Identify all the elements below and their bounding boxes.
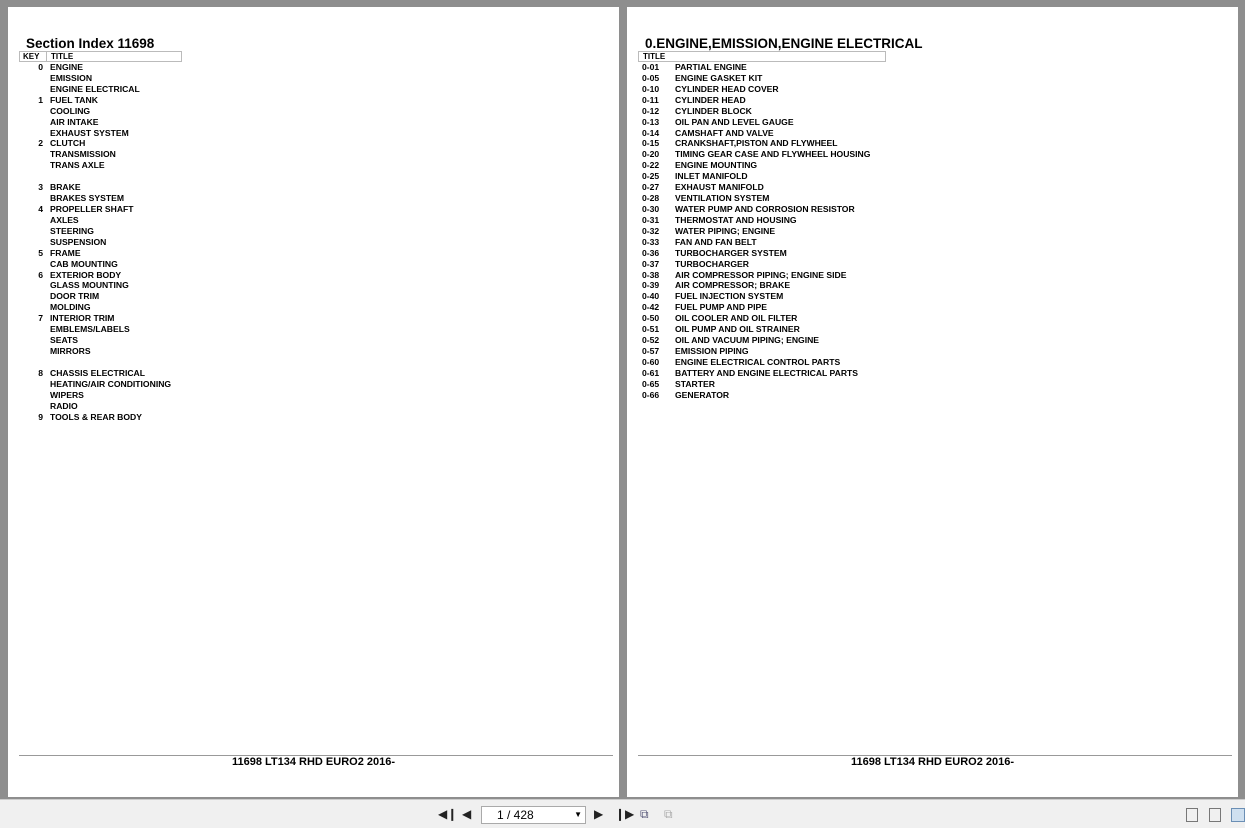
list-item[interactable] bbox=[8, 84, 308, 95]
item-key: 0-01 bbox=[642, 62, 660, 72]
item-title: INLET MANIFOLD bbox=[675, 171, 748, 182]
list-item[interactable] bbox=[8, 280, 308, 291]
fit-page-icon[interactable]: ⧉ bbox=[640, 807, 649, 821]
list-item[interactable] bbox=[627, 128, 1027, 139]
item-key: 0-37 bbox=[642, 258, 660, 269]
item-key: 0-65 bbox=[642, 378, 660, 389]
item-title: FAN AND FAN BELT bbox=[675, 236, 757, 247]
list-item[interactable] bbox=[627, 204, 1027, 215]
list-item[interactable] bbox=[8, 390, 308, 401]
item-title: WATER PUMP AND CORROSION RESISTOR bbox=[675, 203, 855, 214]
list-item[interactable] bbox=[627, 357, 1027, 368]
item-title: CYLINDER BLOCK bbox=[675, 105, 752, 116]
item-key: 1 bbox=[38, 94, 43, 105]
viewer-toolbar bbox=[0, 799, 1245, 828]
list-item[interactable] bbox=[8, 291, 308, 302]
list-item[interactable] bbox=[627, 248, 1027, 259]
first-page-button[interactable]: ◀❙ bbox=[438, 807, 458, 821]
item-title: BRAKE bbox=[50, 182, 81, 193]
list-item[interactable] bbox=[627, 390, 1027, 401]
list-item[interactable] bbox=[8, 302, 308, 313]
item-key: 0-60 bbox=[642, 356, 660, 367]
item-key: 0-61 bbox=[642, 367, 660, 378]
item-title: VENTILATION SYSTEM bbox=[675, 193, 770, 204]
item-title: EMISSION bbox=[50, 72, 93, 83]
item-title: RADIO bbox=[50, 400, 78, 411]
list-item[interactable] bbox=[8, 171, 308, 182]
item-title: AXLES bbox=[50, 214, 79, 225]
item-title: OIL COOLER AND OIL FILTER bbox=[675, 313, 798, 324]
list-item[interactable] bbox=[627, 346, 1027, 357]
item-title: CAMSHAFT AND VALVE bbox=[675, 127, 774, 138]
list-item[interactable] bbox=[8, 335, 308, 346]
list-item[interactable] bbox=[8, 270, 308, 281]
item-title: TOOLS & REAR BODY bbox=[50, 411, 142, 422]
list-item[interactable] bbox=[627, 368, 1027, 379]
list-item[interactable] bbox=[627, 117, 1027, 128]
item-key: 0-42 bbox=[642, 302, 660, 313]
item-key: 0-13 bbox=[642, 116, 660, 127]
item-title: MOLDING bbox=[50, 302, 91, 313]
item-title: GENERATOR bbox=[675, 389, 730, 400]
item-title: HEATING/AIR CONDITIONING bbox=[50, 378, 172, 389]
item-title: CLUTCH bbox=[50, 138, 86, 149]
item-title: FUEL TANK bbox=[50, 94, 98, 105]
item-key: 7 bbox=[38, 313, 43, 324]
item-title: EMISSION PIPING bbox=[675, 345, 749, 356]
item-title: WATER PIPING; ENGINE bbox=[675, 225, 776, 236]
page-title: 0.ENGINE,EMISSION,ENGINE ELECTRICAL bbox=[645, 36, 923, 51]
item-key: 2 bbox=[38, 138, 43, 149]
list-item[interactable] bbox=[8, 368, 308, 379]
item-title: ENGINE GASKET KIT bbox=[675, 72, 763, 83]
list-item[interactable] bbox=[8, 248, 308, 259]
item-title: AIR COMPRESSOR; BRAKE bbox=[675, 280, 791, 291]
item-title: TIMING GEAR CASE AND FLYWHEEL HOUSING bbox=[675, 149, 871, 160]
continuous-view-icon[interactable] bbox=[1209, 808, 1221, 822]
item-title: INTERIOR TRIM bbox=[50, 313, 115, 324]
list-item[interactable] bbox=[627, 313, 1027, 324]
item-title: SUSPENSION bbox=[50, 236, 107, 247]
item-title: EXHAUST SYSTEM bbox=[50, 127, 129, 138]
item-title: CRANKSHAFT,PISTON AND FLYWHEEL bbox=[675, 138, 838, 149]
table-header bbox=[19, 51, 182, 62]
item-title: EXHAUST MANIFOLD bbox=[675, 182, 764, 193]
list-item[interactable] bbox=[8, 95, 308, 106]
item-key: 9 bbox=[38, 411, 43, 422]
list-item[interactable] bbox=[8, 182, 308, 193]
list-item[interactable] bbox=[8, 401, 308, 412]
item-title: PARTIAL ENGINE bbox=[675, 62, 747, 72]
item-title: MIRRORS bbox=[50, 345, 91, 356]
list-item[interactable] bbox=[627, 302, 1027, 313]
item-key: 0-10 bbox=[642, 83, 660, 94]
header-title: TITLE bbox=[51, 52, 74, 61]
item-key: 0-30 bbox=[642, 203, 660, 214]
list-item[interactable] bbox=[8, 215, 308, 226]
item-title: SEATS bbox=[50, 335, 79, 346]
item-title: AIR COMPRESSOR PIPING; ENGINE SIDE bbox=[675, 269, 847, 280]
list-item[interactable] bbox=[8, 226, 308, 237]
item-title: STARTER bbox=[675, 378, 715, 389]
item-title: STEERING bbox=[50, 225, 94, 236]
item-title: DOOR TRIM bbox=[50, 291, 100, 302]
item-key: 4 bbox=[38, 203, 43, 214]
item-key: 0-39 bbox=[642, 280, 660, 291]
item-title: THERMOSTAT AND HOUSING bbox=[675, 214, 797, 225]
item-title: BATTERY AND ENGINE ELECTRICAL PARTS bbox=[675, 367, 859, 378]
list-item[interactable] bbox=[8, 62, 308, 73]
item-title: EMBLEMS/LABELS bbox=[50, 324, 130, 335]
list-item[interactable] bbox=[8, 106, 308, 117]
item-key: 0-05 bbox=[642, 72, 660, 83]
header-title: TITLE bbox=[643, 52, 666, 61]
item-key: 0-12 bbox=[642, 105, 660, 116]
item-key: 0-36 bbox=[642, 247, 660, 258]
item-title: WIPERS bbox=[50, 389, 84, 400]
item-key: 0-52 bbox=[642, 335, 660, 346]
item-key: 0-50 bbox=[642, 313, 660, 324]
list-item[interactable] bbox=[627, 73, 1027, 84]
list-item[interactable] bbox=[8, 259, 308, 270]
list-item[interactable] bbox=[627, 226, 1027, 237]
item-title: TRANS AXLE bbox=[50, 160, 105, 171]
section-list bbox=[8, 62, 308, 422]
item-key: 0-38 bbox=[642, 269, 660, 280]
item-key: 3 bbox=[38, 182, 43, 193]
item-title: CYLINDER HEAD bbox=[675, 94, 746, 105]
list-item[interactable] bbox=[627, 324, 1027, 335]
list-item[interactable] bbox=[627, 106, 1027, 117]
item-title: COOLING bbox=[50, 105, 91, 116]
page-indicator: 1 / 428 bbox=[497, 808, 534, 822]
item-key: 0-66 bbox=[642, 389, 660, 400]
list-item[interactable] bbox=[627, 95, 1027, 106]
list-item[interactable] bbox=[8, 138, 308, 149]
item-title: FRAME bbox=[50, 247, 81, 258]
list-item[interactable] bbox=[627, 193, 1027, 204]
item-title: TURBOCHARGER bbox=[675, 258, 749, 269]
item-key: 0-14 bbox=[642, 127, 660, 138]
list-item[interactable] bbox=[8, 324, 308, 335]
right-page bbox=[627, 7, 1238, 797]
item-title: ENGINE ELECTRICAL bbox=[50, 83, 140, 94]
item-title: ENGINE MOUNTING bbox=[675, 160, 758, 171]
list-item[interactable] bbox=[627, 237, 1027, 248]
group-list bbox=[627, 62, 1027, 401]
item-key: 5 bbox=[38, 247, 43, 258]
fit-width-icon[interactable]: ⧉ bbox=[664, 807, 673, 821]
page-title: Section Index 11698 bbox=[26, 36, 155, 51]
list-item[interactable] bbox=[8, 193, 308, 204]
list-item[interactable] bbox=[627, 280, 1027, 291]
item-title: TRANSMISSION bbox=[50, 149, 116, 160]
list-item[interactable] bbox=[627, 182, 1027, 193]
item-key: 0-51 bbox=[642, 324, 660, 335]
item-title: BRAKES SYSTEM bbox=[50, 193, 125, 204]
list-item[interactable] bbox=[627, 270, 1027, 281]
last-page-button[interactable]: ❙▶ bbox=[615, 807, 635, 821]
item-title: ENGINE bbox=[50, 62, 83, 72]
list-item[interactable] bbox=[627, 259, 1027, 270]
list-item[interactable] bbox=[627, 171, 1027, 182]
table-header bbox=[638, 51, 886, 62]
list-item[interactable] bbox=[8, 412, 308, 423]
item-title: CYLINDER HEAD COVER bbox=[675, 83, 779, 94]
item-key: 0-57 bbox=[642, 345, 660, 356]
list-item[interactable] bbox=[8, 357, 308, 368]
left-page bbox=[8, 7, 619, 797]
list-item[interactable] bbox=[627, 379, 1027, 390]
item-key: 0-40 bbox=[642, 291, 660, 302]
item-key: 0-32 bbox=[642, 225, 660, 236]
item-key: 0-33 bbox=[642, 236, 660, 247]
list-item[interactable] bbox=[627, 149, 1027, 160]
item-title: FUEL PUMP AND PIPE bbox=[675, 302, 768, 313]
list-item[interactable] bbox=[8, 149, 308, 160]
item-key: 0-22 bbox=[642, 160, 660, 171]
page-number-select[interactable] bbox=[481, 806, 586, 824]
list-item[interactable] bbox=[8, 313, 308, 324]
list-item[interactable] bbox=[8, 117, 308, 128]
item-key: 0 bbox=[38, 62, 43, 72]
item-key: 0-25 bbox=[642, 171, 660, 182]
item-key: 0-20 bbox=[642, 149, 660, 160]
list-item[interactable] bbox=[8, 204, 308, 215]
item-title: OIL PUMP AND OIL STRAINER bbox=[675, 324, 800, 335]
list-item[interactable] bbox=[627, 84, 1027, 95]
item-title: OIL AND VACUUM PIPING; ENGINE bbox=[675, 335, 820, 346]
item-title: PROPELLER SHAFT bbox=[50, 203, 134, 214]
page-footer: 11698 LT134 RHD EURO2 2016- bbox=[850, 756, 1015, 768]
list-item[interactable] bbox=[8, 379, 308, 390]
next-page-button[interactable]: ▶ bbox=[594, 807, 604, 821]
list-item[interactable] bbox=[8, 237, 308, 248]
item-key: 6 bbox=[38, 269, 43, 280]
item-title: FUEL INJECTION SYSTEM bbox=[675, 291, 784, 302]
item-title: OIL PAN AND LEVEL GAUGE bbox=[675, 116, 794, 127]
single-page-view-icon[interactable] bbox=[1186, 808, 1198, 822]
chevron-down-icon: ▼ bbox=[574, 810, 582, 819]
item-key: 0-15 bbox=[642, 138, 660, 149]
item-title: CAB MOUNTING bbox=[50, 258, 118, 269]
header-key: KEY bbox=[23, 52, 47, 61]
list-item[interactable] bbox=[627, 62, 1027, 73]
list-item[interactable] bbox=[627, 291, 1027, 302]
item-title: AIR INTAKE bbox=[50, 116, 99, 127]
list-item[interactable] bbox=[627, 335, 1027, 346]
list-item[interactable] bbox=[627, 215, 1027, 226]
list-item[interactable] bbox=[8, 160, 308, 171]
page-footer: 11698 LT134 RHD EURO2 2016- bbox=[231, 756, 396, 768]
item-title: CHASSIS ELECTRICAL bbox=[50, 367, 146, 378]
item-title: TURBOCHARGER SYSTEM bbox=[675, 247, 787, 258]
item-title: EXTERIOR BODY bbox=[50, 269, 122, 280]
two-page-view-icon[interactable] bbox=[1231, 808, 1245, 822]
list-item[interactable] bbox=[627, 160, 1027, 171]
item-key: 0-27 bbox=[642, 182, 660, 193]
list-item[interactable] bbox=[8, 346, 308, 357]
item-key: 8 bbox=[38, 367, 43, 378]
list-item[interactable] bbox=[627, 138, 1027, 149]
item-key: 0-11 bbox=[642, 94, 659, 105]
item-key: 0-28 bbox=[642, 193, 660, 204]
list-item[interactable] bbox=[8, 73, 308, 84]
item-title: GLASS MOUNTING bbox=[50, 280, 129, 291]
previous-page-button[interactable]: ◀ bbox=[462, 807, 472, 821]
item-title: ENGINE ELECTRICAL CONTROL PARTS bbox=[675, 356, 841, 367]
list-item[interactable] bbox=[8, 128, 308, 139]
item-key: 0-31 bbox=[642, 214, 660, 225]
